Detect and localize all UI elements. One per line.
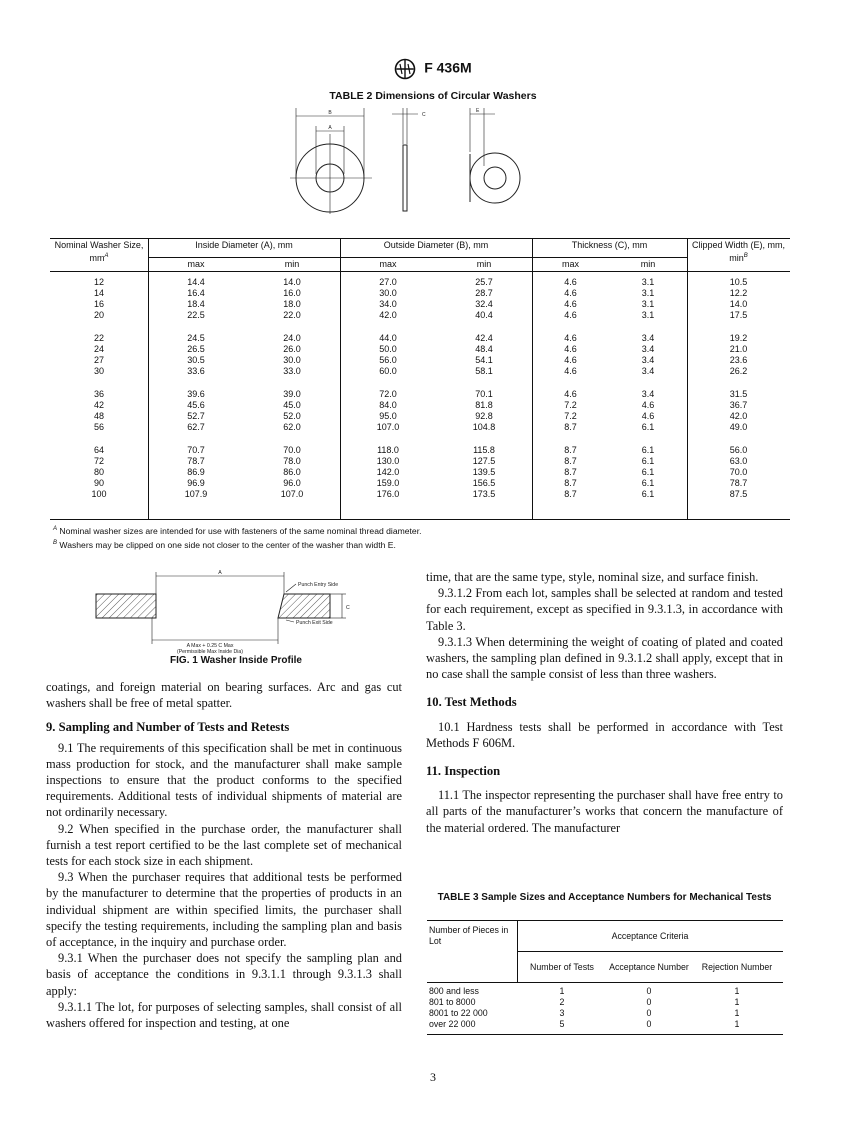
table-cell: 78.7 [187,456,205,466]
table-cell: 56 [93,422,104,432]
para-9-2: 9.2 When specified in the purchase order, the manufacturer shall furnish a test report certified to be the last complete set of mechanical tests for each stock size in each shipment. [46,821,402,869]
table-row [427,1019,783,1030]
table-cell: 3.4 [641,344,655,354]
table-cell: 142.0 [376,467,400,477]
fig1-punch-exit: Punch Exit Side [296,620,333,626]
table-cell: 0 [646,997,652,1007]
fig-label-a: A [328,125,332,131]
left-continuation: coatings, and foreign material on bearing surfaces. Arc and gas cut washers shall be free of metal spatter. [46,680,402,711]
table3-bottom-rule [427,1034,783,1035]
table-cell: 8.7 [564,422,577,432]
table-cell: 8001 to 22 000 [429,1008,488,1018]
profile-right-section [278,594,330,618]
table-cell: 87.5 [729,489,748,499]
fig1-dim-line1: A Max + 0.25 C Max [186,643,234,649]
table-row [50,344,790,355]
th-thickness: Thickness (C), mm [571,240,648,250]
table-cell: 78.0 [283,456,301,466]
table-cell: 3.1 [641,299,655,309]
para-11-1: 11.1 The inspector representing the purchaser shall have free entry to all parts of the manufacturer’s works that concern the manufacture of the material ordered. The manufacturer [426,788,783,835]
designation: F 436M [424,59,472,76]
table-cell: 96.9 [187,478,205,488]
table-cell: 0 [646,986,652,996]
table-cell: 8.7 [564,445,577,455]
table-cell: 6.1 [641,467,655,477]
table2-note-a: $^A$ Nominal washer sizes are intended for use with fasteners of the same nominal thread diameter. [53,526,422,536]
table-cell: 3.4 [641,366,655,376]
table-cell: 159.0 [376,478,400,488]
table-cell: 4.6 [564,277,577,287]
table-cell: 25.7 [475,277,493,287]
table-cell: 19.2 [729,333,748,343]
clipped-washer-inner [484,167,506,189]
table-row [50,274,790,288]
table-cell: 8.7 [564,456,577,466]
table-cell: 18.4 [187,299,205,309]
table-cell: 62.7 [187,422,205,432]
fig1-dim-line2: (Permissible Max Inside Dia) [176,649,244,654]
table-cell: 96.0 [283,478,301,488]
table-cell: 49.0 [729,422,748,432]
table-cell: 6.1 [641,422,655,432]
table-cell: 86.0 [283,467,301,477]
clipped-washer-outer [470,153,520,203]
table-cell: 81.8 [475,400,493,410]
table-cell: 52.0 [283,411,301,421]
table-cell: 72 [93,456,104,466]
table-cell: 32.4 [475,299,493,309]
table-cell: 1 [734,997,740,1007]
table-cell: 86.9 [187,467,205,477]
table-row [50,321,790,344]
fig-label-e: E [476,108,480,114]
table-cell: 4.6 [564,288,577,298]
table-cell: 14.0 [729,299,748,309]
table-row [50,377,790,400]
table-cell: 12.2 [729,288,748,298]
table-row [427,1008,783,1019]
table-cell: 48.4 [475,344,493,354]
table-cell: 5 [559,1019,565,1029]
table-cell: over 22 000 [429,1019,476,1029]
table-cell: 130.0 [376,456,400,466]
table-cell: 3.4 [641,389,655,399]
table-cell: 27 [93,355,104,365]
table-cell: 3 [559,1008,565,1018]
table-cell: 4.6 [564,355,577,365]
table-cell: 56.0 [729,445,748,455]
table-cell: 92.8 [475,411,493,421]
table-cell: 16.4 [187,288,205,298]
table-cell: 26.2 [729,366,748,376]
table-cell: 80 [93,467,104,477]
table-cell: 1 [734,986,740,996]
table-cell: 3.4 [641,355,655,365]
table-cell: 4.6 [564,310,577,320]
table-cell: 127.5 [472,456,496,466]
right-column [426,569,783,836]
table-cell: 56.0 [379,355,397,365]
table-cell: 4.6 [564,366,577,376]
right-continuation: time, that are the same type, style, nominal size, and surface finish. [426,570,759,584]
table-cell: 4.6 [564,344,577,354]
para-9-3-1: 9.3.1 When the purchaser does not specify the sampling plan and basis of acceptance the conditions in 9.3.1.1 through 9.3.1.3 shall apply: [46,951,402,998]
table-cell: 176.0 [376,489,400,499]
table-cell: 21.0 [729,344,748,354]
table-cell: 14 [93,288,104,298]
table-cell: 118.0 [377,445,399,455]
table-row [427,997,783,1008]
table-cell: 18.0 [283,299,301,309]
astm-logo-icon [394,58,416,80]
table-cell: 100 [91,489,107,499]
table-cell: 0 [646,1008,652,1018]
page-number: 3 [430,1070,436,1084]
t3-col-lot: Number of Pieces in Lot [429,925,509,946]
table-cell: 42.4 [475,333,493,343]
table-row [50,299,790,310]
table-cell: 28.7 [475,288,493,298]
table-cell: 26.5 [187,344,205,354]
table2 [50,238,790,500]
table-cell: 39.6 [187,389,205,399]
section-10-heading: 10. Test Methods [426,695,517,710]
fig1-caption: FIG. 1 Washer Inside Profile [170,655,302,666]
th-clipped: Clipped Width (E), mm, $\min^B$ [691,240,786,263]
table-cell: 104.8 [472,422,496,432]
table-row [50,456,790,467]
table-cell: 60.0 [379,366,397,376]
table3-title: TABLE 3 Sample Sizes and Acceptance Numbers for Mechanical Tests [437,892,772,903]
table-cell: 64 [93,445,104,455]
table-cell: 16.0 [283,288,301,298]
table-cell: 24 [93,344,104,354]
table-cell: 8.7 [564,467,577,477]
table-cell: 22.0 [283,310,301,320]
table2-bottom-rule [50,519,790,520]
t3-criteria: Acceptance Criteria [611,930,689,941]
table-cell: 2 [559,997,565,1007]
table-cell: 801 to 8000 [429,997,476,1007]
table-cell: 7.2 [564,400,577,410]
th-inside: Inside Diameter (A), mm [195,240,293,250]
fig1-label-a: A [218,570,222,576]
table-cell: 7.2 [564,411,577,421]
table-cell: 14.4 [187,277,205,287]
table-cell: 45.0 [283,400,301,410]
table-cell: 4.6 [641,400,655,410]
table-cell: 52.7 [187,411,205,421]
table-cell: 54.1 [475,355,493,365]
table-cell: 50.0 [379,344,397,354]
th-nominal: Nominal Washer Size, $mm^A$ [54,240,144,263]
table-cell: 39.0 [283,389,301,399]
table2-title: TABLE 2 Dimensions of Circular Washers [329,90,537,102]
table-cell: 115.8 [473,445,495,455]
fig-label-b: B [328,110,332,116]
table-row [50,467,790,478]
th-outside-min: min [476,259,492,269]
table-cell: 27.0 [379,277,397,287]
table-cell: 70.0 [729,467,748,477]
table-cell: 48 [93,411,104,421]
table-cell: 72.0 [379,389,397,399]
table-cell: 42.0 [729,411,748,421]
para-9-3-1-2: 9.3.1.2 From each lot, samples shall be selected at random and tested for each requirement, except as specified in 9.3.1.3, in accordance with Table 3. [426,586,783,633]
table-row [427,982,783,997]
table-cell: 1 [734,1008,740,1018]
table-cell: 107.9 [184,489,208,499]
th-thickness-min: min [640,259,656,269]
table-cell: 62.0 [283,422,301,432]
table-cell: 23.6 [729,355,748,365]
table-cell: 17.5 [729,310,748,320]
table-cell: 30.5 [187,355,205,365]
table-cell: 22.5 [187,310,205,320]
table-cell: 30 [93,366,104,376]
t3-number-of-tests: Number of Tests [530,962,594,972]
fig1-label-c: C [346,605,350,611]
fig-label-c: C [422,112,426,118]
table-cell: 84.0 [379,400,397,410]
table-cell: 14.0 [283,277,301,287]
para-10-1: 10.1 Hardness tests shall be performed in accordance with Test Methods F 606M. [426,719,783,750]
table-cell: 40.4 [475,310,493,320]
table-row [50,400,790,411]
table-cell: 1 [734,1019,740,1029]
table-cell: 42.0 [379,310,397,320]
table-cell: 34.0 [379,299,397,309]
table-cell: 30.0 [379,288,397,298]
table-cell: 70.1 [475,389,493,399]
para-9-3-1-1: 9.3.1.1 The lot, for purposes of selecting samples, shall consist of all washers offered for inspection and testing, at one [46,999,402,1031]
page-header [0,58,866,80]
table-cell: 58.1 [475,366,493,376]
table-row [50,411,790,422]
para-9-3-1-3: 9.3.1.3 When determining the weight of coating of plated and coated washers, the sampling plan defined in 9.3.1.2 shall apply, except that in no case shall the sample consist of less than three washers. [426,634,783,682]
t3-acceptance-number: Acceptance Number [609,962,689,972]
washer-side-view [403,145,407,211]
th-thickness-max: max [561,259,579,269]
table-cell: 95.0 [379,411,397,421]
table-cell: 4.6 [564,389,577,399]
table-cell: 20 [93,310,104,320]
table-cell: 33.6 [187,366,205,376]
profile-left-section [96,594,156,618]
section-11-heading: 11. Inspection [426,764,501,779]
table-cell: 3.4 [641,333,655,343]
para-9-3: 9.3 When the purchaser requires that additional tests be performed by the manufacturer to determine that the properties of products in an individual shipment are within specified limits, the purchaser shall specify the testing requirements, including the sampling plan and basis of acceptance, in the inquiry and purchase order. [46,870,402,950]
table-cell: 33.0 [283,366,301,376]
table-row [50,478,790,489]
table-cell: 0 [646,1019,652,1029]
th-outside-max: max [379,259,397,269]
table-cell: 6.1 [641,445,655,455]
table-row [50,355,790,366]
table-cell: 45.6 [187,400,205,410]
table-cell: 26.0 [283,344,301,354]
table-row [50,422,790,433]
table-cell: 6.1 [641,489,655,499]
table-cell: 6.1 [641,456,655,466]
washer-inside-profile-figure [90,566,390,654]
section-9-heading: 9. Sampling and Number of Tests and Retests [46,720,290,735]
table-cell: 70.0 [283,445,301,455]
table-cell: 30.0 [283,355,301,365]
table-cell: 78.7 [729,478,748,488]
table3 [427,921,783,1030]
table-cell: 42 [93,400,104,410]
table-cell: 70.7 [187,445,205,455]
table-cell: 156.5 [472,478,496,488]
table-cell: 16 [93,299,104,309]
table-row [50,489,790,500]
table-cell: 12 [93,277,104,287]
table-cell: 90 [93,478,104,488]
table-row [50,366,790,377]
table-cell: 36 [93,389,104,399]
table-cell: 107.0 [280,489,304,499]
table-cell: 6.1 [641,478,655,488]
para-9-1: 9.1 The requirements of this specification shall be met in continuous mass production for stock, and the manufacturer shall make sample inspections to ensure that the product conforms to the specified requirements. Additional tests of individual shipments of material are not ordinarily necessary. [46,740,402,820]
fig1-punch-entry: Punch Entry Side [298,582,339,588]
table-cell: 4.6 [641,411,655,421]
table-cell: 3.1 [641,288,655,298]
table-cell: 4.6 [564,333,577,343]
table-cell: 8.7 [564,478,577,488]
t3-rejection-number: Rejection Number [701,962,773,972]
table-cell: 24.0 [283,333,301,343]
table-cell: 4.6 [564,299,577,309]
table-cell: 139.5 [472,467,496,477]
washer-diagram [290,104,530,214]
table-cell: 3.1 [641,310,655,320]
th-inside-max: max [187,259,205,269]
table-cell: 63.0 [729,456,748,466]
table-cell: 107.0 [376,422,400,432]
table-cell: 3.1 [641,277,655,287]
table-cell: 31.5 [729,389,748,399]
table-cell: 8.7 [564,489,577,499]
table-cell: 10.5 [729,277,748,287]
th-outside: Outside Diameter (B), mm [383,240,489,250]
table-row [50,433,790,456]
table-row [50,310,790,321]
table-cell: 1 [559,986,565,996]
table-cell: 173.5 [472,489,496,499]
th-inside-min: min [284,259,300,269]
table-cell: 24.5 [187,333,205,343]
table-cell: 800 and less [429,986,479,996]
table-row [50,288,790,299]
table-cell: 36.7 [729,400,748,410]
table2-note-b: $^B$ Washers may be clipped on one side not closer to the center of the washer than width E. [53,540,396,550]
left-column [46,679,402,1031]
table-cell: 22 [93,333,104,343]
table2-notes [53,523,422,551]
table-cell: 44.0 [379,333,397,343]
